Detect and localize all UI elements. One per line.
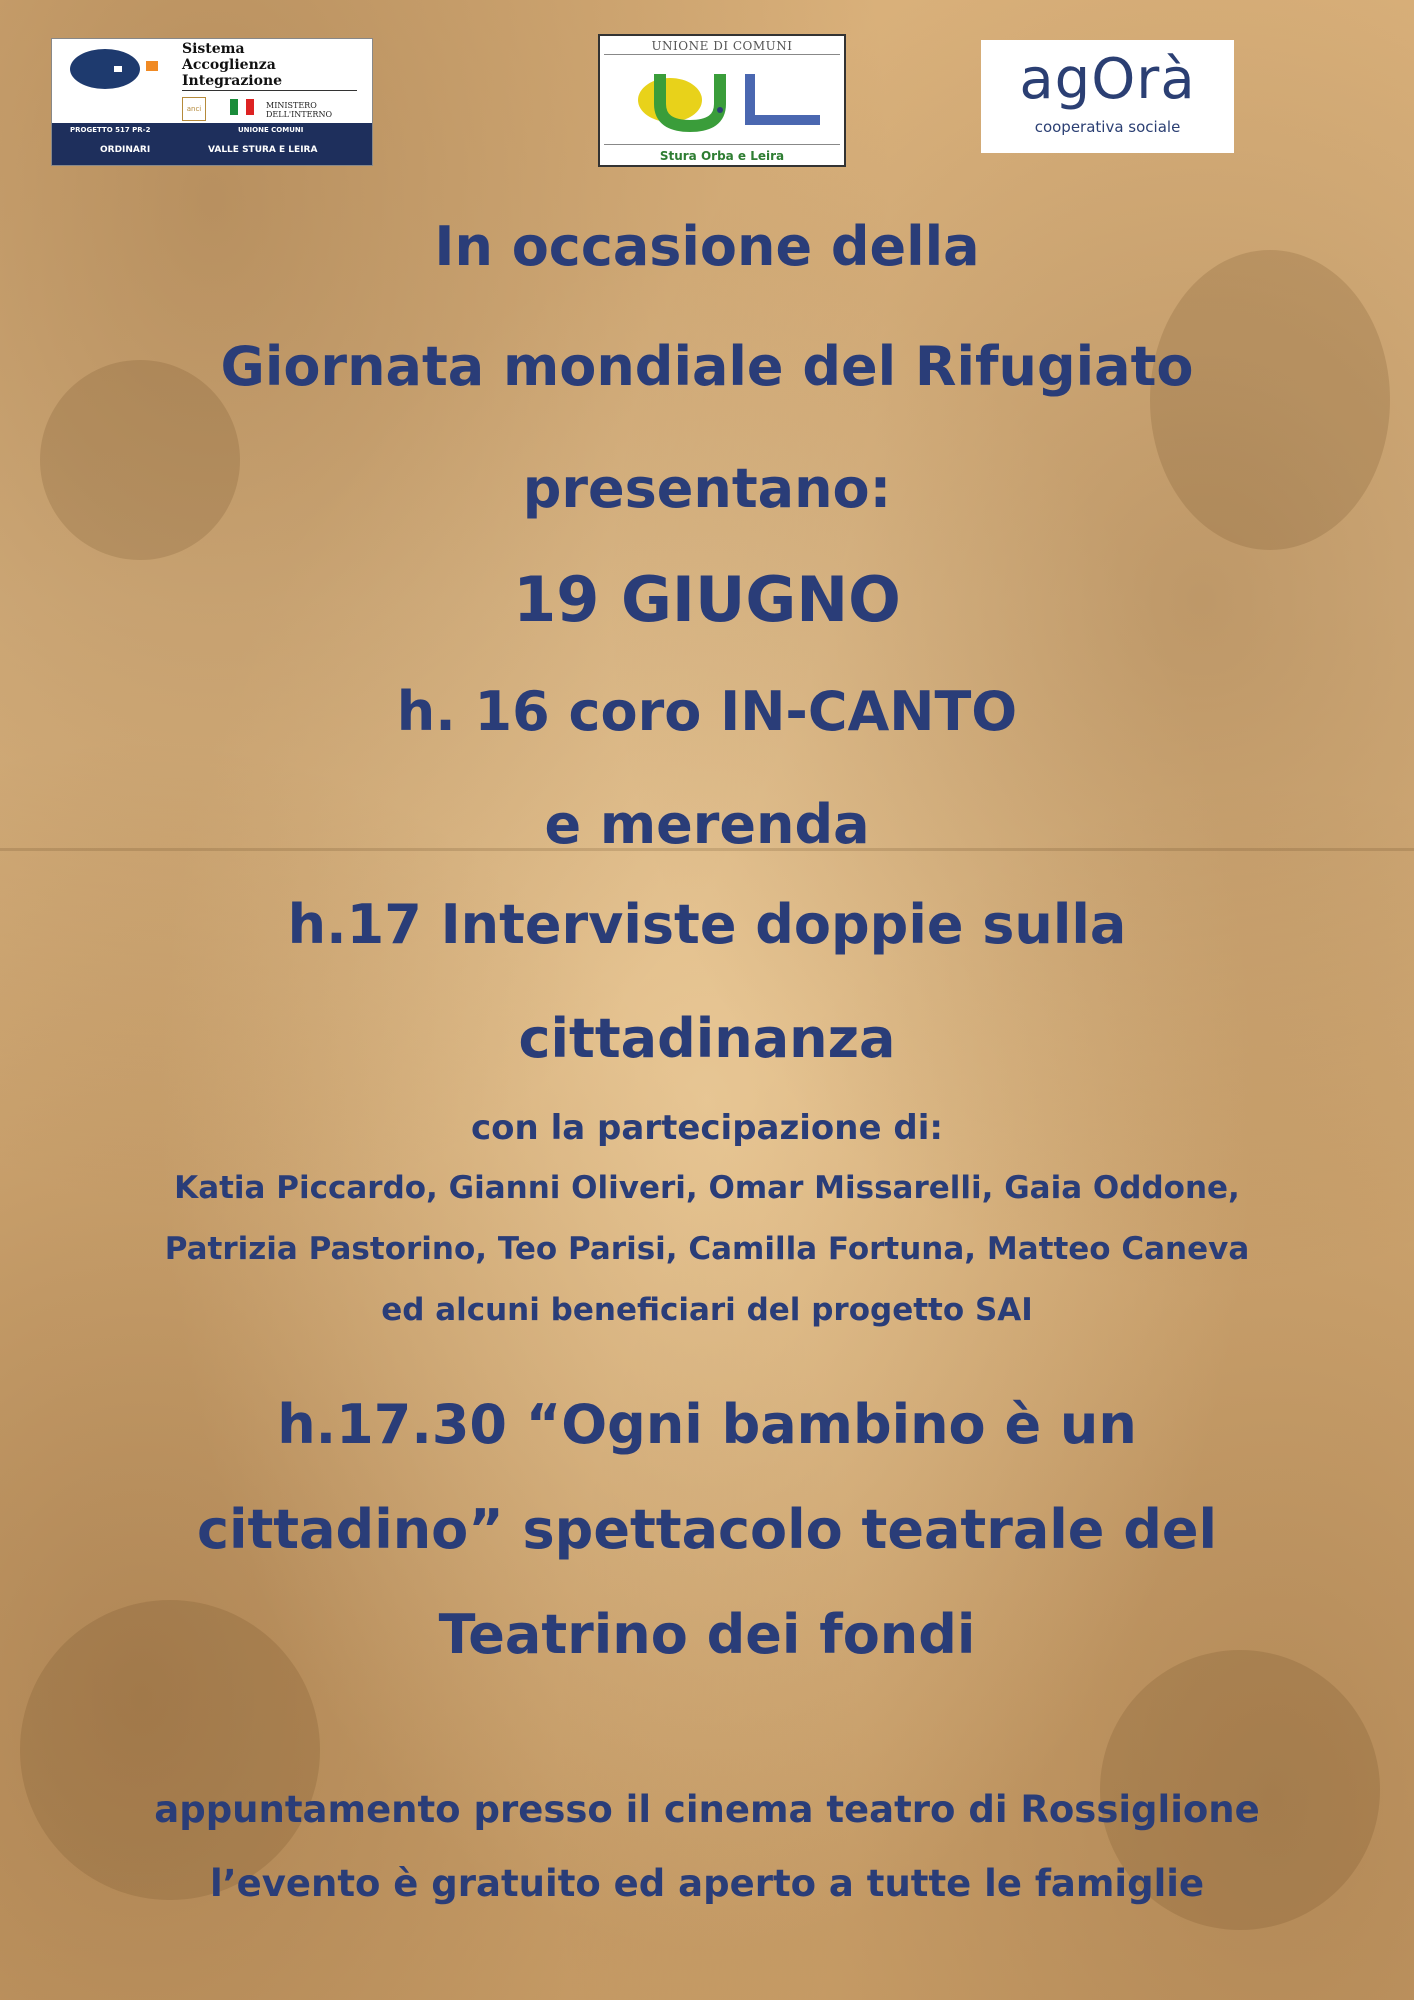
ministry-line: DELL'INTERNO	[266, 110, 332, 119]
event3-line-2: cittadino” spettacolo teatrale del	[196, 1498, 1218, 1561]
italian-flag-icon	[230, 99, 254, 115]
event-date: 19 GIUGNO	[513, 563, 901, 636]
event1-line-1: h. 16 coro IN-CANTO	[396, 680, 1018, 743]
event2-line-2: cittadinanza	[518, 1007, 896, 1070]
ministry-label	[266, 101, 332, 119]
event2-line-1: h.17 Interviste doppie sulla	[287, 893, 1127, 956]
agora-subtitle: cooperativa sociale	[1034, 118, 1181, 136]
participation-label: con la partecipazione di:	[471, 1108, 943, 1148]
venue-line: appuntamento presso il cinema teatro di Rossiglione	[154, 1788, 1260, 1831]
event3-line-3: Teatrino dei fondi	[438, 1603, 976, 1666]
event1-line-2: e merenda	[544, 793, 870, 856]
sai-emblem-icon	[70, 49, 140, 89]
unione-footer-divider	[604, 144, 840, 145]
participants-line-2: Patrizia Pastorino, Teo Parisi, Camilla Fortuna, Matteo Caneva	[164, 1231, 1250, 1267]
sai-divider	[182, 90, 357, 91]
sai-footer-project: PROGETTO 517 PR-2	[70, 126, 151, 134]
sai-title-line: Accoglienza	[182, 57, 276, 73]
sai-orange-mark-icon	[146, 61, 158, 71]
unione-footer: Stura Orba e Leira	[659, 149, 785, 163]
agora-name: agOrà	[1019, 47, 1196, 112]
ministry-line: MINISTERO	[266, 101, 317, 110]
sai-footer-ordinari: ORDINARI	[100, 145, 151, 155]
sai-title-line: Sistema	[182, 41, 245, 57]
sai-footer-valle: VALLE STURA E LEIRA	[208, 145, 318, 155]
participants-line-3: ed alcuni beneficiari del progetto SAI	[381, 1292, 1033, 1328]
participants-line-1: Katia Piccardo, Gianni Oliveri, Omar Missarelli, Gaia Oddone,	[174, 1170, 1240, 1206]
intro-line-2: Giornata mondiale del Rifugiato	[220, 335, 1194, 398]
unione-emblem-icon	[620, 60, 830, 140]
unione-comuni-logo	[598, 34, 846, 167]
free-entry-line: l’evento è gratuito ed aperto a tutte le famiglie	[209, 1862, 1205, 1905]
agora-logo	[981, 40, 1234, 153]
sai-title-line: Integrazione	[182, 73, 283, 89]
event3-line-1: h.17.30 “Ogni bambino è un	[277, 1393, 1137, 1456]
intro-line-1: In occasione della	[434, 215, 980, 278]
sai-footer-unione: UNIONE COMUNI	[238, 126, 304, 134]
sai-title	[182, 41, 282, 89]
unione-divider	[604, 54, 840, 55]
unione-title: UNIONE DI COMUNI	[651, 39, 793, 53]
intro-line-3: presentano:	[522, 457, 892, 520]
sai-footer-bar	[52, 123, 372, 165]
sai-logo	[51, 38, 373, 166]
anci-logo: anci	[182, 97, 206, 121]
